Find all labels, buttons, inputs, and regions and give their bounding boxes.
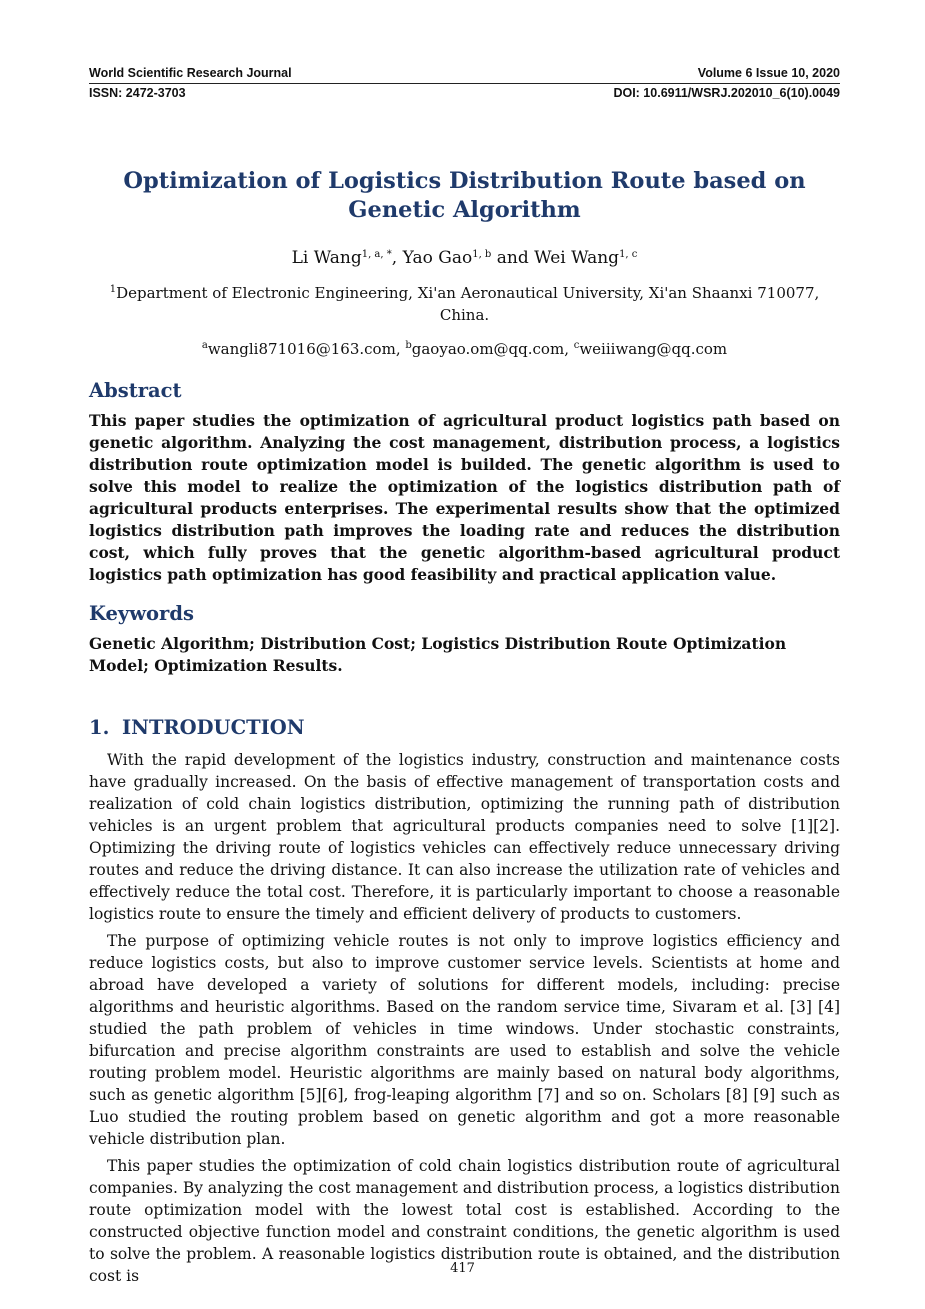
keywords-heading: Keywords [89,602,194,625]
email-address[interactable]: weiiiwang@qq.com [579,340,728,358]
intro-paragraph: With the rapid development of the logistics industry, construction and maintenance costs have gradually increased. On the basis of effective management of transportation costs and realization of cold chain logistics distribution, optimizing the running path of distribution vehicles is an urgent problem that agricultural products companies need to solve [1][2]. Optimizing the driving route of logistics vehicles can effectively reduce unnecessary driving routes and reduce the driving distance. It can also increase the utilization rate of vehicles and effectively reduce the total cost. Therefore, it is particularly important to choose a reasonable logistics route to ensure the timely and efficient delivery of products to customers. [89,751,840,923]
journal-name: World Scientific Research Journal [89,66,292,80]
author-name: Yao Gao [402,248,473,268]
author-list [89,244,840,269]
doi: DOI: 10.6911/WSRJ.202010_6(10).0049 [613,86,840,100]
author-separator: , [391,248,403,268]
running-header-bottom [89,84,840,103]
author-affil-mark: 1, c [619,249,638,260]
introduction-heading [89,715,840,740]
email-mark: a [201,340,208,351]
keywords-text: Genetic Algorithm; Distribution Cost; Logistics Distribution Route Optimization Model; Optimization Results. [89,634,787,675]
author-separator: and [491,248,535,268]
affiliation [89,279,840,326]
email-address[interactable]: gaoyao.om@qq.com [411,340,565,358]
intro-paragraph: The purpose of optimizing vehicle routes is not only to improve logistics efficiency and reduce logistics costs, but also to improve customer service levels. Scientists at home and abroad have developed a variety of solutions for different models, including: precise algorithms and heuristic algorithms. Based on the random service time, Sivaram et al. [3] [4] studied the path problem of vehicles in time windows. Under stochastic constraints, bifurcation and precise algorithm constraints are used to establish and solve the vehicle routing problem model. Heuristic algorithms are mainly based on natural body algorithms, such as genetic algorithm [5][6], frog-leaping algorithm [7] and so on. Scholars [8] [9] such as Luo studied the routing problem based on genetic algorithm and got a more reasonable vehicle distribution plan. [89,932,840,1148]
page-number: 417 [450,1261,475,1276]
email-address[interactable]: wangli871016@163.com [207,340,396,358]
affiliation-text: Department of Electronic Engineering, Xi'an Aeronautical University, Xi'an Shaanxi 710077, China. [116,284,820,324]
email-separator: , [564,340,574,358]
section-number: 1. [89,716,110,739]
email-list [89,335,840,360]
volume-issue: Volume 6 Issue 10, 2020 [697,66,840,80]
author-name: Wei Wang [534,248,620,268]
paper-title: Optimization of Logistics Distribution Route based on Genetic Algorithm [123,168,806,223]
abstract-text: This paper studies the optimization of agricultural product logistics path based on genetic algorithm. Analyzing the cost management, distribution process, a logistics distribution route optimization model is builded. The genetic algorithm is used to solve this model to realize the optimization of the logistics distribution path of agricultural products enterprises. The experimental results show that the optimized logistics distribution path improves the loading rate and reduces the distribution cost, which fully proves that the genetic algorithm-based agricultural product logistics path optimization has good feasibility and practical application value. [89,411,840,584]
abstract-heading: Abstract [89,379,182,402]
email-separator: , [395,340,406,358]
email-mark: b [405,340,412,351]
intro-paragraph: This paper studies the optimization of cold chain logistics distribution route of agricultural companies. By analyzing the cost management and distribution process, a logistics distribution route optimization model with the lowest total cost is established. According to the constructed objective function model and constraint conditions, the genetic algorithm is used to solve the problem. A reasonable logistics distribution route is obtained, and the distribution cost is [89,1157,840,1285]
author-name: Li Wang [291,248,362,268]
running-header-top [89,64,840,83]
section-title: INTRODUCTION [122,716,305,739]
affiliation-mark: 1 [109,284,117,295]
issn: ISSN: 2472-3703 [89,86,186,100]
paper-page [89,64,840,1287]
email-mark: c [573,340,580,351]
author-affil-mark: 1, b [472,249,492,260]
author-affil-mark: 1, a, * [361,249,392,260]
